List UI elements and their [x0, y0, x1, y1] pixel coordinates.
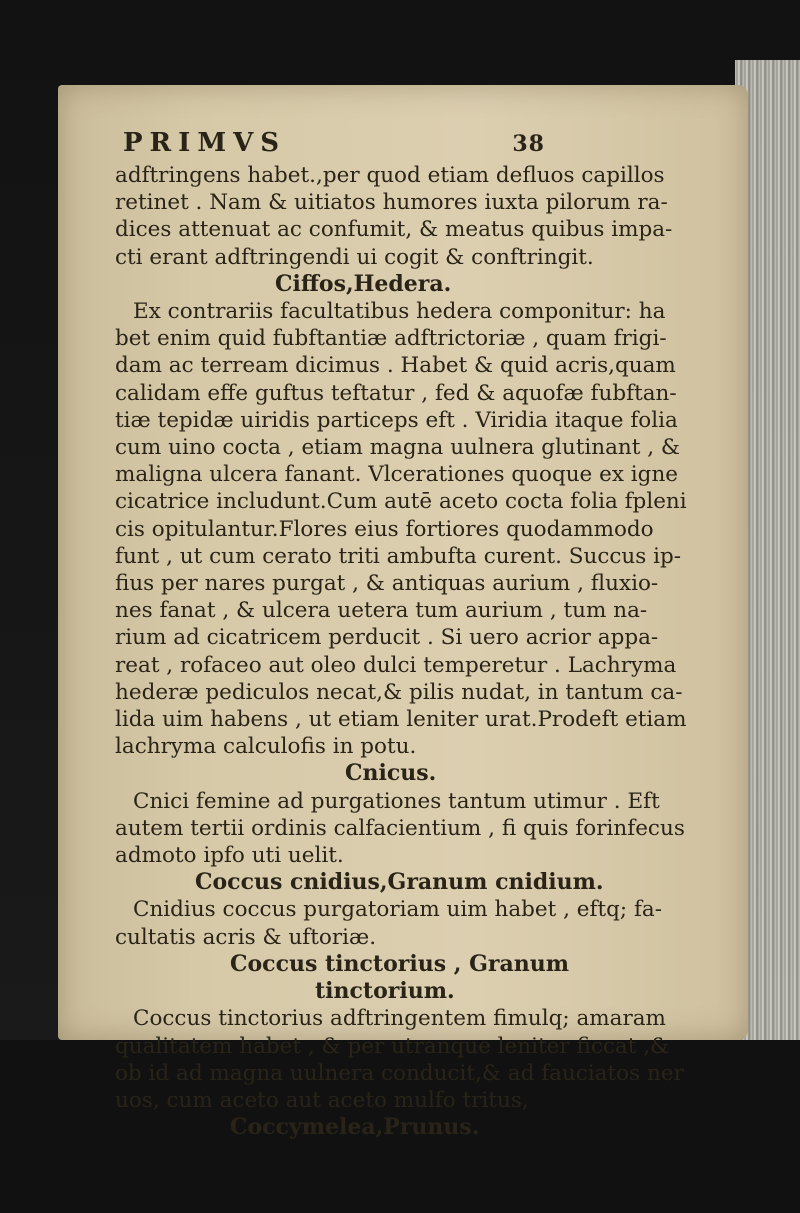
paragraph [115, 788, 715, 870]
text-line: maligna ulcera fanant. Vlcerationes quoque ex igne [115, 462, 679, 488]
text-line: admoto ipfo uti uelit. [115, 843, 344, 869]
paragraph [115, 1005, 715, 1114]
text-line: adftringens habet.,per quod etiam defluos capillos [115, 163, 665, 188]
text-line: cicatrice includunt.Cum autē aceto cocta folia fpleni [115, 489, 687, 515]
text-line: reat , rofaceo aut oleo dulci temperetur . Lachryma [115, 652, 677, 678]
text-line: uos, cum aceto aut aceto mulfo tritus, [115, 1087, 529, 1113]
entry-title-coccus-tinctorius: Coccus tinctorius , Granum [230, 950, 569, 977]
entry-title-coccus-cnidius: Coccus cnidius,Granum cnidium. [195, 869, 604, 896]
text-line: tiæ tepidæ uiridis particeps eft . Viridia itaque folia [115, 407, 678, 433]
text-line: fius per nares purgat , & antiquas aurium , fluxio- [115, 571, 659, 597]
text-line: rium ad cicatricem perducit . Si uero acrior appa- [115, 625, 659, 651]
text-line: Cnici femine ad purgationes tantum utimur . Eft [133, 788, 660, 814]
page-number: 38 [512, 131, 545, 157]
paragraph [115, 896, 715, 950]
running-title: PRIMVS [123, 128, 287, 158]
text-line: cti erant adftringendi ui cogit & conftringit. [115, 244, 594, 270]
running-header [123, 128, 545, 158]
text-line: bet enim quid fubftantiæ adftrictoriæ , quam frigi- [115, 326, 667, 352]
page-text [115, 128, 715, 1141]
text-line: autem tertii ordinis calfacientium , fi quis forinfecus [115, 815, 685, 841]
text-line: funt , ut cum cerato triti ambufta curent. Succus ip- [115, 543, 682, 569]
paragraph [115, 298, 715, 760]
text-line: ob id ad magna uulnera conducit,& ad fauciatos ner [115, 1060, 684, 1086]
text-line: Cnidius coccus purgatoriam uim habet , eftq; fa- [133, 897, 662, 923]
text-line: Coccus tinctorius adftringentem fimulq; amaram [133, 1006, 666, 1032]
text-line: lida uim habens , ut etiam leniter urat.Prodeft etiam [115, 707, 687, 733]
entry-title-tinctorium: tinctorium. [315, 978, 455, 1005]
entry-title-coccymelea: Coccymelea,Prunus. [230, 1114, 480, 1141]
text-line: qualitatem habet , & per utranque leniter ficcat ,& [115, 1033, 670, 1059]
text-line: dices attenuat ac confumit, & meatus quibus impa- [115, 217, 673, 243]
paragraph [115, 162, 715, 271]
text-line: calidam effe guftus teftatur , fed & aquofæ fubftan- [115, 380, 677, 406]
text-line: nes fanat , & ulcera uetera tum aurium , tum na- [115, 598, 648, 624]
text-line: cultatis acris & uftoriæ. [115, 924, 377, 950]
text-line: cum uino cocta , etiam magna uulnera glutinant , & [115, 435, 681, 461]
text-line: hederæ pediculos necat,& pilis nudat, in tantum ca- [115, 679, 683, 705]
text-line: retinet . Nam & uitiatos humores iuxta pilorum ra- [115, 190, 668, 216]
entry-title-cnicus: Cnicus. [345, 760, 437, 787]
text-line: lachryma calculofis in potu. [115, 734, 417, 760]
text-line: cis opitulantur.Flores eius fortiores quodammodo [115, 516, 654, 542]
text-line: Ex contrariis facultatibus hedera componitur: ha [133, 299, 666, 325]
text-line: dam ac terream dicimus . Habet & quid acris,quam [115, 353, 676, 379]
entry-title-hedera: Ciffos,Hedera. [275, 270, 452, 297]
